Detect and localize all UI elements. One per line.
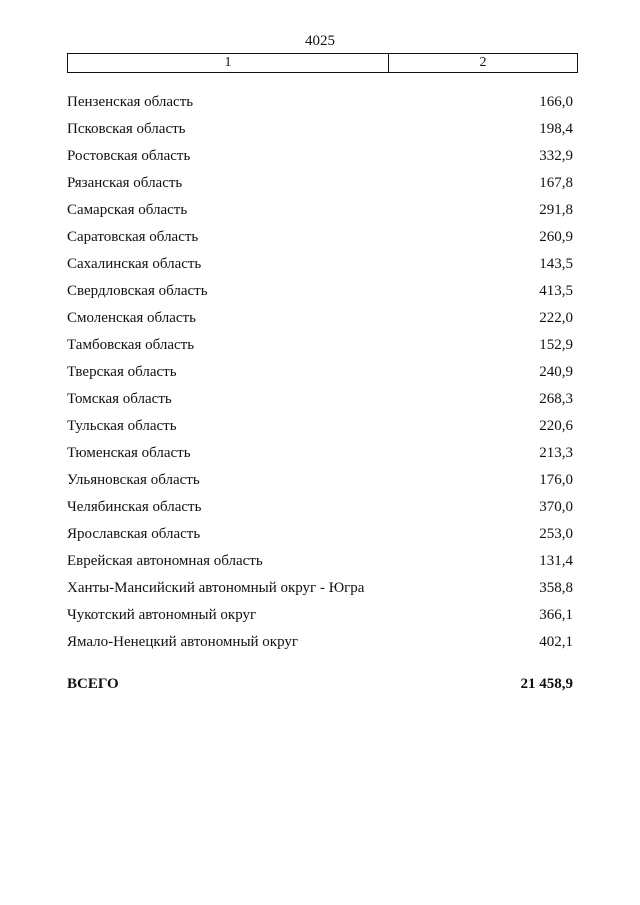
region-name: Саратовская область (67, 229, 199, 245)
region-name: Тюменская область (67, 445, 191, 461)
table-row (67, 521, 573, 548)
region-name: Сахалинская область (67, 256, 202, 272)
region-name: Ярославская область (67, 526, 201, 542)
region-value: 176,0 (539, 472, 573, 488)
region-value: 402,1 (539, 634, 573, 650)
region-name: Челябинская область (67, 499, 202, 515)
region-value: 143,5 (539, 256, 573, 272)
region-value: 220,6 (539, 418, 573, 434)
region-value: 222,0 (539, 310, 573, 326)
region-value: 166,0 (539, 94, 573, 110)
table-row (67, 494, 573, 521)
region-value: 131,4 (539, 553, 573, 569)
table-row (67, 251, 573, 278)
region-value: 260,9 (539, 229, 573, 245)
region-value: 198,4 (539, 121, 573, 137)
region-value: 213,3 (539, 445, 573, 461)
header-column-1: 1 (68, 54, 389, 72)
region-value: 240,9 (539, 364, 573, 380)
region-name: Свердловская область (67, 283, 208, 299)
table-row (67, 440, 573, 467)
region-value: 167,8 (539, 175, 573, 191)
region-value: 413,5 (539, 283, 573, 299)
region-value: 370,0 (539, 499, 573, 515)
table-row (67, 629, 573, 656)
table-row (67, 386, 573, 413)
table-row (67, 575, 573, 602)
region-name: Ханты-Мансийский автономный округ - Югра (67, 580, 365, 596)
region-name: Пензенская область (67, 94, 194, 110)
region-value: 253,0 (539, 526, 573, 542)
region-name: Смоленская область (67, 310, 196, 326)
page-number: 4025 (305, 33, 335, 49)
total-label: ВСЕГО (67, 676, 119, 692)
region-name: Чукотский автономный округ (67, 607, 257, 623)
table-row (67, 89, 573, 116)
region-name: Тульская область (67, 418, 177, 434)
table-row (67, 116, 573, 143)
region-name: Ульяновская область (67, 472, 200, 488)
table-row (67, 359, 573, 386)
table-row (67, 413, 573, 440)
table-row (67, 197, 573, 224)
table-row (67, 143, 573, 170)
region-name: Тверская область (67, 364, 177, 380)
header-column-2: 2 (479, 55, 487, 70)
region-value: 291,8 (539, 202, 573, 218)
region-list (67, 89, 573, 656)
region-name: Тамбовская область (67, 337, 195, 353)
table-row (67, 602, 573, 629)
region-name: Еврейская автономная область (67, 553, 263, 569)
region-name: Ростовская область (67, 148, 191, 164)
region-value: 358,8 (539, 580, 573, 596)
region-name: Рязанская область (67, 175, 183, 191)
table-row (67, 170, 573, 197)
region-value: 152,9 (539, 337, 573, 353)
table-row (67, 278, 573, 305)
total-row (67, 676, 573, 693)
region-name: Ямало-Ненецкий автономный округ (67, 634, 299, 650)
table-header (67, 53, 578, 73)
region-name: Самарская область (67, 202, 188, 218)
region-value: 268,3 (539, 391, 573, 407)
region-name: Псковская область (67, 121, 186, 137)
table-row (67, 548, 573, 575)
region-value: 332,9 (539, 148, 573, 164)
total-value: 21 458,9 (520, 676, 573, 692)
table-row (67, 305, 573, 332)
table-row (67, 224, 573, 251)
table-row (67, 332, 573, 359)
table-row (67, 467, 573, 494)
region-name: Томская область (67, 391, 172, 407)
region-value: 366,1 (539, 607, 573, 623)
